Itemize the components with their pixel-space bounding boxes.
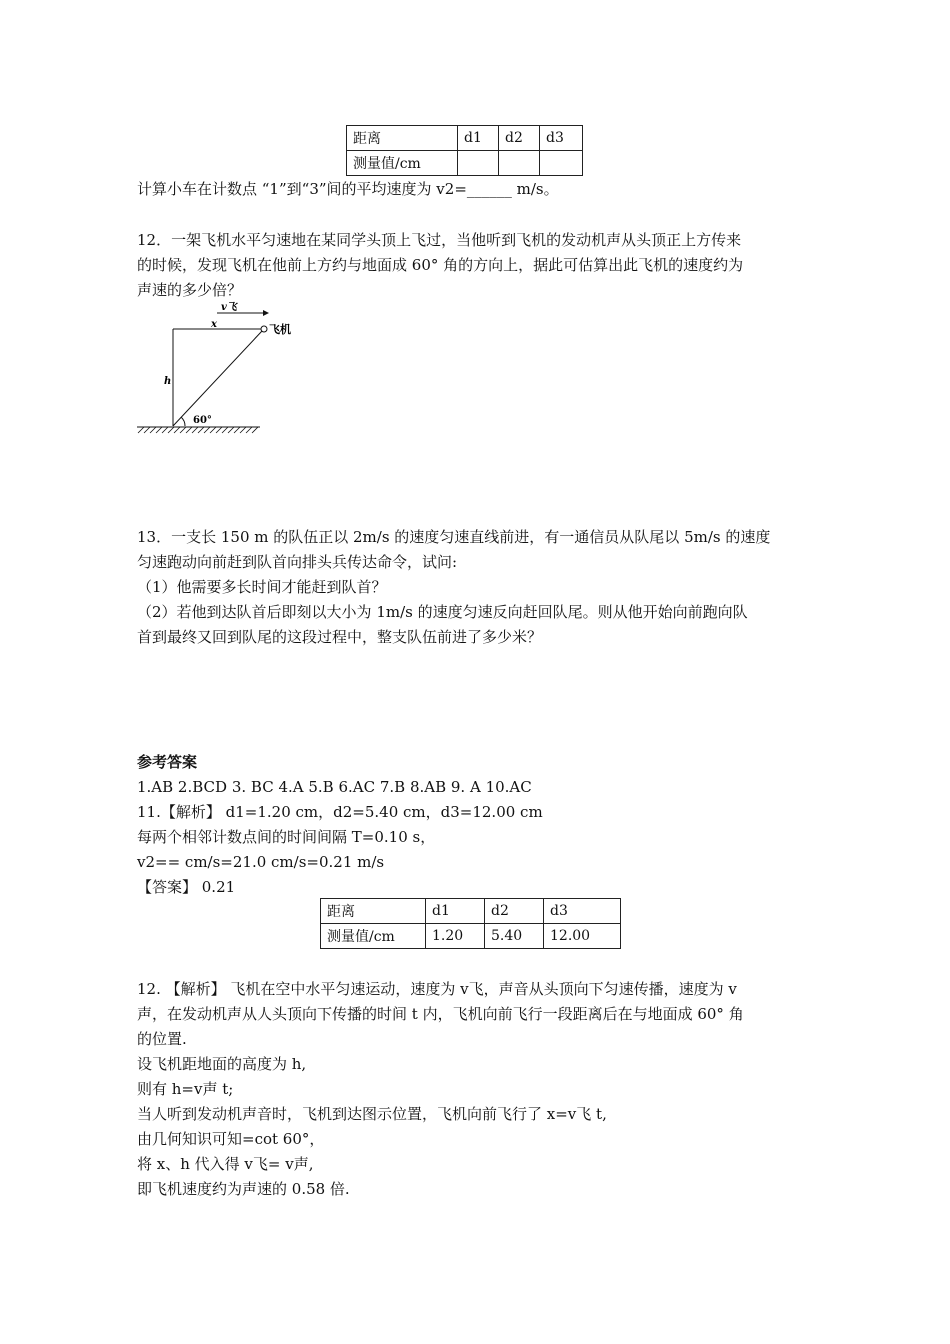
ground-hatch — [138, 427, 258, 433]
table-row-label: 测量值/cm — [347, 151, 458, 176]
plane-label: 飞机 — [269, 323, 291, 336]
v-label: v飞 — [221, 302, 237, 313]
plane-diagram — [135, 300, 305, 440]
table-header: d1 — [426, 899, 485, 924]
table-cell: 1.20 — [426, 924, 485, 949]
q13-text: 13．一支长 150 m 的队伍正以 2m/s 的速度匀速直线前进，有一通信员从队尾以 5m/s 的速度 — [137, 528, 771, 546]
q13-text: （2）若他到达队首后即刻以大小为 1m/s 的速度匀速反向赶回队尾。则从他开始向前跑向队 — [137, 603, 748, 621]
answer-11-result: 【答案】 0.21 — [137, 878, 236, 896]
table-cell — [499, 151, 540, 176]
q12-text: 的时候，发现飞机在他前上方约与地面成 60° 角的方向上，据此可估算出此飞机的速度约为 — [137, 256, 744, 274]
q13-text: 首到最终又回到队尾的这段过程中，整支队伍前进了多少米？ — [137, 628, 543, 646]
table-header: 距离 — [347, 126, 458, 151]
answers-heading: 参考答案 — [137, 753, 198, 771]
table-cell: 5.40 — [485, 924, 544, 949]
arrowhead-icon — [263, 310, 269, 316]
q12-text: 声速的多少倍？ — [137, 281, 243, 299]
answer-measurement-table — [320, 898, 621, 949]
table-cell — [540, 151, 583, 176]
answer-12-text: 由几何知识可知=cot 60°， — [137, 1130, 325, 1148]
table-header: d2 — [499, 126, 540, 151]
angle-label: 60° — [193, 415, 212, 426]
q13-text: 匀速跑动向前赶到队首向排头兵传达命令，试问: — [137, 553, 458, 571]
q11-prompt: 计算小车在计数点 “1”到“3”间的平均速度为 v2=______ m/s。 — [137, 180, 559, 198]
h-label: h — [164, 376, 172, 387]
answer-12-text: 声，在发动机声从人头顶向下传播的时间 t 内，飞机向前飞行一段距离后在与地面成 60° 角 — [137, 1005, 744, 1023]
table-header: 距离 — [321, 899, 426, 924]
answer-12-text: 当人听到发动机声音时，飞机到达图示位置，飞机向前飞行了 x=v飞 t, — [137, 1105, 607, 1123]
x-label: x — [211, 319, 217, 330]
table-cell — [458, 151, 499, 176]
table-cell: 12.00 — [544, 924, 621, 949]
table-row-label: 测量值/cm — [321, 924, 426, 949]
answer-11-text: 每两个相邻计数点间的时间间隔 T=0.10 s， — [137, 828, 436, 846]
q11-measurement-table — [346, 125, 583, 176]
answer-12-text: 则有 h=v声 t; — [137, 1080, 234, 1098]
q12-text: 12．一架飞机水平匀速地在某同学头顶上飞过，当他听到飞机的发动机声从头顶正上方传来 — [137, 231, 742, 249]
answer-12-text: 即飞机速度约为声速的 0.58 倍. — [137, 1180, 350, 1198]
answer-12-text: 12. 【解析】 飞机在空中水平匀速运动，速度为 v飞，声音从头顶向下匀速传播，速度为 v — [137, 980, 737, 998]
answer-11-text: v2== cm/s=21.0 cm/s=0.21 m/s — [137, 853, 385, 871]
table-header: d1 — [458, 126, 499, 151]
table-header: d2 — [485, 899, 544, 924]
answer-12-text: 设飞机距地面的高度为 h, — [137, 1055, 307, 1073]
answers-choices: 1.AB 2.BCD 3. BC 4.A 5.B 6.AC 7.B 8.AB 9. A 10.AC — [137, 778, 532, 796]
answer-11-text: 11.【解析】 d1=1.20 cm，d2=5.40 cm，d3=12.00 cm — [137, 803, 543, 821]
answer-12-text: 将 x、h 代入得 v飞= v声, — [137, 1155, 314, 1173]
sound-path-line — [173, 331, 262, 426]
q13-text: （1）他需要多长时间才能赶到队首？ — [137, 578, 387, 596]
answer-12-text: 的位置. — [137, 1030, 187, 1048]
table-header: d3 — [540, 126, 583, 151]
table-header: d3 — [544, 899, 621, 924]
angle-arc — [181, 417, 185, 426]
